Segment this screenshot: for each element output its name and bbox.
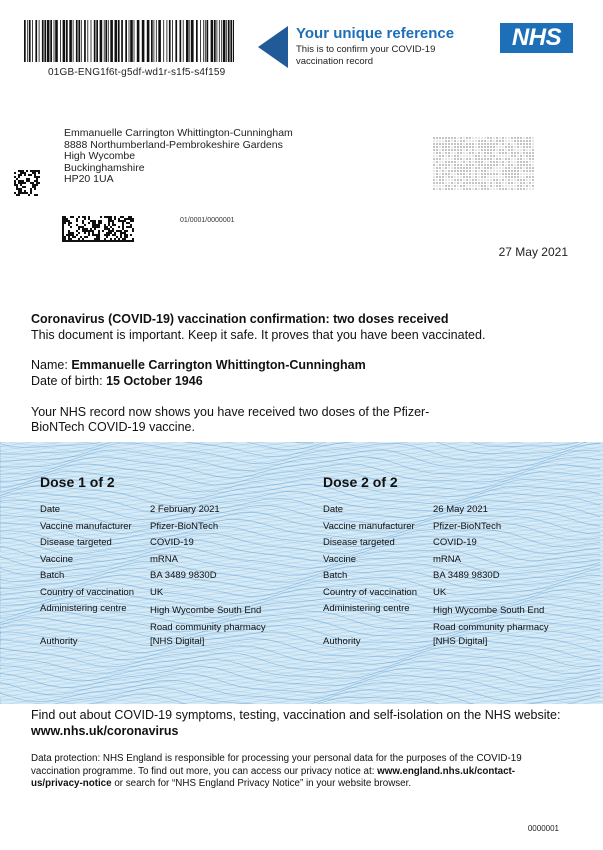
dose-1-centre-row bbox=[40, 603, 290, 636]
authority-label: Authority bbox=[323, 636, 361, 647]
reference-arrow-icon bbox=[258, 26, 288, 68]
address-town: High Wycombe bbox=[64, 150, 136, 162]
dose-2-authority: [NHS Digital] bbox=[433, 636, 488, 647]
dose-1-manufacturer: Pfizer-BioNTech bbox=[150, 520, 219, 532]
dose-2-batch-row bbox=[323, 570, 573, 587]
data-protection bbox=[31, 753, 561, 791]
data-protection-text-end: or search for “NHS England Privacy Notice” in your website browser. bbox=[111, 778, 412, 789]
address-line1: 8888 Northumberland-Pembrokeshire Gardens bbox=[64, 138, 283, 151]
dose-2-batch: BA 3489 9830D bbox=[433, 570, 500, 581]
dose-1-manufacturer-row bbox=[40, 521, 290, 538]
country-label: Country of vaccination bbox=[323, 586, 417, 598]
record-text: Your NHS record now shows you have received two doses of the Pfizer-BioNTech COVID-19 vaccine. bbox=[31, 405, 430, 434]
dose-1-authority: [NHS Digital] bbox=[150, 636, 205, 647]
person-dob-line bbox=[31, 374, 203, 388]
disease-label: Disease targeted bbox=[323, 537, 395, 548]
important-notice: This document is important. Keep it safe. It proves that you have been vaccinated. bbox=[31, 328, 486, 342]
batch-label: Batch bbox=[40, 570, 65, 581]
reference-subtitle: This is to confirm your COVID-19 vaccination record bbox=[296, 44, 436, 67]
dose-2-centre: High Wycombe South End Road community pharmacy bbox=[433, 605, 549, 633]
data-protection-text: Data protection: NHS England is responsible for processing your personal data for the purposes of the COVID-19 vaccination programme. To find out more, you can access our privacy notice at: bbox=[31, 753, 522, 777]
name-label: Name: bbox=[31, 358, 68, 372]
date-label: Date bbox=[323, 504, 344, 515]
dose-2-disease-row bbox=[323, 537, 573, 554]
vaccine-label: Vaccine bbox=[323, 553, 357, 565]
date-label: Date bbox=[40, 504, 61, 515]
letter-heading: Coronavirus (COVID-19) vaccination confirmation: two doses received bbox=[31, 312, 449, 326]
find-out-more bbox=[31, 707, 576, 739]
dose-2-panel bbox=[323, 474, 573, 653]
address-name: Emmanuelle Carrington Whittington-Cunningham bbox=[64, 127, 293, 139]
dose-2-manufacturer-row bbox=[323, 521, 573, 538]
dose-2-centre-row bbox=[323, 603, 573, 636]
address-county: Buckinghamshire bbox=[64, 161, 145, 174]
dose-1-date: 2 February 2021 bbox=[150, 504, 220, 515]
page-number: 0000001 bbox=[527, 824, 559, 833]
manufacturer-label: Vaccine manufacturer bbox=[323, 520, 415, 532]
batch-label: Batch bbox=[323, 570, 348, 581]
dose-1-centre: High Wycombe South End Road community pharmacy bbox=[150, 605, 266, 633]
dose-2-date: 26 May 2021 bbox=[433, 504, 488, 515]
dose-2-vaccine-row bbox=[323, 554, 573, 571]
privacy-notice-link: www.england.nhs.uk/contact-us/privacy-notice bbox=[31, 765, 516, 789]
dose-1-disease: COVID-19 bbox=[150, 537, 194, 548]
dose-2-authority-row bbox=[323, 636, 573, 653]
centre-label: Administering centre bbox=[40, 603, 127, 614]
datamatrix-code-icon bbox=[62, 216, 134, 242]
dose-1-title: Dose 1 of 2 bbox=[40, 474, 115, 490]
barcode-text: 01GB-ENG1f6t-g5df-wd1r-s1f5-s4f159 bbox=[48, 67, 226, 78]
nhs-coronavirus-link: www.nhs.uk/coronavirus bbox=[31, 724, 179, 738]
dose-1-batch-row bbox=[40, 570, 290, 587]
dose-1-date-row bbox=[40, 504, 290, 521]
letter-date: 27 May 2021 bbox=[498, 245, 568, 259]
dose-2-manufacturer: Pfizer-BioNTech bbox=[433, 520, 502, 532]
dose-2-disease: COVID-19 bbox=[433, 537, 477, 548]
qr-code-icon bbox=[14, 170, 40, 196]
disease-label: Disease targeted bbox=[40, 537, 112, 548]
dose-1-panel bbox=[40, 474, 290, 653]
reference-code: 01/0001/0000001 bbox=[180, 217, 235, 224]
dose-1-authority-row bbox=[40, 636, 290, 653]
dose-1-vaccine-row bbox=[40, 554, 290, 571]
dose-2-country-row bbox=[323, 587, 573, 604]
dose-1-vaccine: mRNA bbox=[150, 553, 178, 565]
dose-1-disease-row bbox=[40, 537, 290, 554]
person-name: Emmanuelle Carrington Whittington-Cunningham bbox=[71, 358, 366, 372]
dose-1-country: UK bbox=[150, 586, 164, 598]
address-block bbox=[64, 128, 293, 186]
reference-title: Your unique reference bbox=[296, 25, 455, 42]
dose-1-country-row bbox=[40, 587, 290, 604]
find-out-text: Find out about COVID-19 symptoms, testing, vaccination and self-isolation on the NHS website: bbox=[31, 708, 561, 722]
manufacturer-label: Vaccine manufacturer bbox=[40, 520, 132, 532]
person-name-line bbox=[31, 358, 366, 372]
vaccine-label: Vaccine bbox=[40, 553, 74, 565]
country-label: Country of vaccination bbox=[40, 586, 134, 598]
barcode bbox=[24, 20, 234, 62]
dose-2-date-row bbox=[323, 504, 573, 521]
dose-2-country: UK bbox=[433, 586, 447, 598]
address-postcode: HP20 1UA bbox=[64, 173, 114, 185]
dose-1-batch: BA 3489 9830D bbox=[150, 570, 217, 581]
dose-2-vaccine: mRNA bbox=[433, 553, 461, 565]
dob-label: Date of birth: bbox=[31, 374, 103, 388]
centre-label: Administering centre bbox=[323, 603, 410, 614]
dose-2-title: Dose 2 of 2 bbox=[323, 474, 398, 490]
authority-label: Authority bbox=[40, 636, 78, 647]
nhs-logo: NHS bbox=[500, 23, 573, 53]
person-dob: 15 October 1946 bbox=[106, 374, 203, 388]
dot-matrix-stamp-icon bbox=[432, 136, 536, 192]
